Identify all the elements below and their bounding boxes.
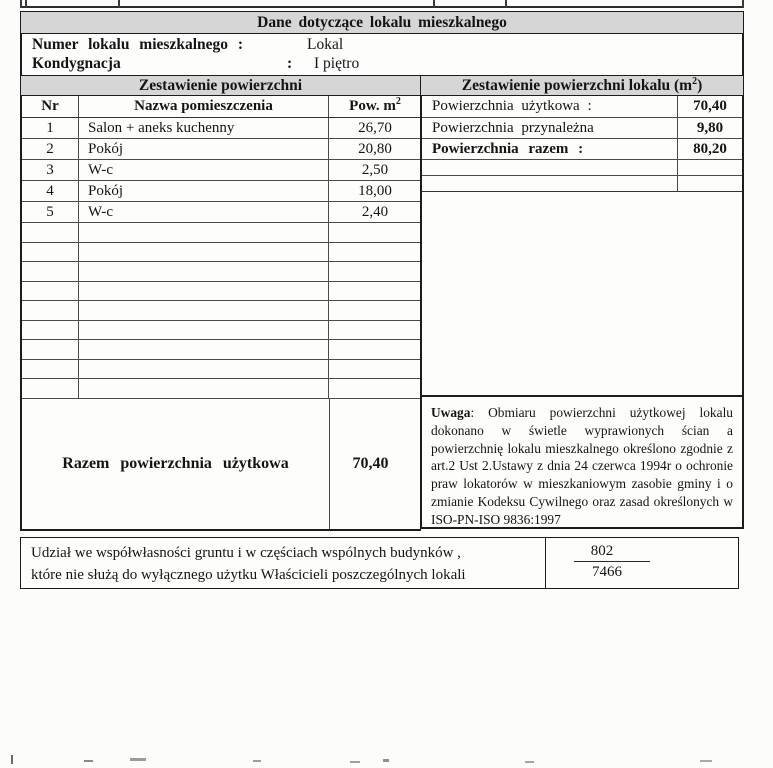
room-area-table [20, 96, 421, 531]
share-text-line1: Udział we współwłasności gruntu i w częściach wspólnych budynków , [31, 545, 461, 561]
row-name: Pokój [79, 181, 329, 201]
empty-table-row [422, 160, 742, 176]
empty-cell [22, 360, 79, 378]
scan-artifact [525, 761, 534, 763]
right-section-title-text: Zestawienie powierzchni lokalu (m [461, 77, 693, 94]
scan-artifact [130, 758, 146, 761]
empty-table-row [22, 340, 421, 360]
summary-value: 70,40 [693, 98, 727, 114]
empty-cell [79, 262, 329, 281]
empty-cell [329, 379, 421, 398]
summary-row [422, 118, 742, 139]
left-section-title-text: Zestawienie powierzchni [138, 77, 303, 94]
empty-table-row [22, 301, 421, 321]
total-row [22, 399, 421, 531]
empty-cell [22, 262, 79, 281]
empty-cell [22, 282, 79, 300]
total-label: Razem powierzchnia użytkowa [22, 399, 330, 529]
share-text-line2: które nie służą do wyłącznego użytku Właścicieli poszczególnych lokali [31, 567, 466, 584]
scan-artifact [383, 759, 389, 762]
row-area: 20,80 [358, 141, 392, 157]
row-nr: 1 [22, 118, 79, 138]
previous-table-fragment [20, 0, 744, 8]
empty-cell [22, 340, 79, 359]
info-row-kondygnacja [22, 55, 742, 75]
table-divider [505, 0, 507, 8]
table-divider [25, 0, 27, 8]
total-value: 70,40 [352, 455, 389, 472]
uwaga-label: Uwaga [431, 405, 471, 420]
empty-cell [22, 379, 79, 398]
empty-cell [678, 176, 742, 191]
fraction-numerator: 802 [590, 543, 614, 559]
empty-table-row [22, 379, 421, 399]
uwaga-note [422, 397, 742, 529]
summary-row [422, 139, 742, 160]
empty-area-cell [422, 192, 742, 397]
table-divider [742, 0, 744, 8]
section-title-dane [20, 11, 744, 34]
empty-cell [422, 176, 678, 191]
empty-cell [79, 301, 329, 320]
scan-artifact [11, 755, 13, 764]
header-pow-sup: 2 [395, 96, 401, 107]
empty-cell [22, 243, 79, 261]
empty-cell [79, 379, 329, 398]
ownership-share-box [20, 537, 739, 589]
row-nr: 2 [22, 139, 79, 159]
empty-cell [329, 262, 421, 281]
empty-cell [79, 360, 329, 378]
row-area: 18,00 [358, 183, 392, 199]
empty-cell [79, 243, 329, 261]
row-area: 2,50 [361, 162, 389, 178]
table-row [22, 181, 421, 202]
table-divider [433, 0, 435, 8]
empty-table-row [22, 282, 421, 301]
table-row [22, 139, 421, 160]
right-section-title-close: ) [697, 77, 703, 94]
empty-cell [22, 223, 79, 242]
fraction-denominator: 7466 [592, 564, 622, 580]
section-title-zestawienie-lokalu [420, 75, 744, 96]
row-name: Pokój [79, 139, 329, 159]
numer-lokalu-value: Lokal [307, 36, 344, 53]
scan-artifact [700, 760, 712, 762]
empty-cell [422, 160, 678, 175]
scan-artifact [350, 761, 360, 763]
empty-cell [678, 160, 742, 175]
section-title-zestawienie-powierzchni [20, 75, 421, 96]
summary-value: 9,80 [696, 120, 724, 136]
empty-table-row [22, 360, 421, 379]
empty-table-row [22, 243, 421, 262]
empty-cell [329, 223, 421, 242]
summary-label: Powierzchnia razem : [422, 139, 678, 159]
empty-cell [22, 321, 79, 339]
scan-artifact [253, 760, 261, 762]
empty-cell [79, 282, 329, 300]
row-name: W-c [79, 160, 329, 180]
empty-table-row [22, 262, 421, 282]
dwelling-summary-table [420, 96, 744, 529]
summary-row [422, 96, 742, 118]
empty-cell [79, 340, 329, 359]
info-box [20, 34, 744, 75]
empty-cell [329, 243, 421, 261]
ownership-share-text [21, 538, 546, 588]
table-row [22, 118, 421, 139]
header-nr: Nr [22, 96, 79, 117]
row-area: 26,70 [358, 120, 392, 136]
numer-lokalu-label: Numer lokalu mieszkalnego : [32, 36, 244, 53]
empty-table-row [22, 223, 421, 243]
empty-cell [79, 321, 329, 339]
kondygnacja-label: Kondygnacja [32, 55, 121, 72]
empty-cell [79, 223, 329, 242]
summary-value: 80,20 [693, 141, 727, 157]
table-row [22, 202, 421, 223]
empty-cell [329, 360, 421, 378]
summary-label: Powierzchnia użytkowa : [422, 96, 678, 117]
table-row [22, 160, 421, 181]
scan-artifact [84, 760, 93, 762]
row-area: 2,40 [361, 204, 389, 220]
empty-cell [22, 301, 79, 320]
title-band-text: Dane dotyczące lokalu mieszkalnego [257, 14, 507, 31]
kondygnacja-value: I piętro [314, 55, 360, 72]
row-nr: 5 [22, 202, 79, 222]
kondygnacja-colon: : [287, 55, 293, 72]
header-pow-m2 [329, 96, 421, 117]
empty-table-row [422, 176, 742, 192]
row-name: W-c [79, 202, 329, 222]
right-section-title-sup: 2 [692, 75, 698, 87]
room-table-header-row [22, 96, 421, 118]
summary-label: Powierzchnia przynależna [422, 118, 678, 138]
row-nr: 3 [22, 160, 79, 180]
header-pow-text: Pow. m [349, 98, 396, 114]
table-divider [118, 0, 120, 8]
empty-cell [329, 301, 421, 320]
ownership-fraction-cell [546, 538, 738, 588]
uwaga-text: : Obmiaru powierzchni użytkowej lokalu dokonano w świetle wyprawionych ścian a powierzchnię lokalu mieszkalnego określono zgodnie z art.2 Ust 2.Ustawy z dnia 24 czerwca 1994r o ochronie praw lokatorów w mieszkaniowym zasobie gminy i o zmianie Kodeksu Cywilnego oraz zasad określonych w ISO-PN-ISO 9836:1997 [431, 405, 733, 527]
empty-cell [329, 321, 421, 339]
table-divider [20, 0, 22, 8]
header-nazwa-pomieszczenia: Nazwa pomieszczenia [79, 96, 329, 117]
empty-table-row [22, 321, 421, 340]
row-nr: 4 [22, 181, 79, 201]
info-row-numer-lokalu [22, 36, 742, 56]
empty-cell [329, 340, 421, 359]
empty-cell [329, 282, 421, 300]
ownership-fraction [574, 541, 650, 583]
row-name: Salon + aneks kuchenny [79, 118, 329, 138]
